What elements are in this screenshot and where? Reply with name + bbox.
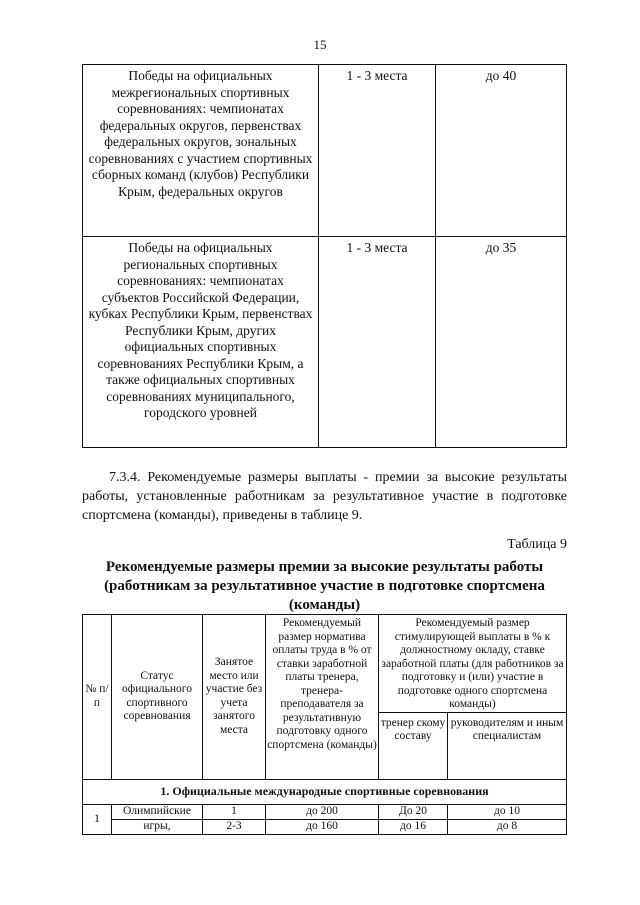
coach-cell: До 20	[379, 804, 448, 819]
header-stimulating: Рекомендуемый размер стимулирующей выплаты в % к должностному окладу, ставке заработной платы (для работников за подготовку и (или) участие в подготовке одного спортсмена команды)	[379, 615, 567, 713]
table-label: Таблица 9	[507, 537, 567, 552]
header-num: № п/п	[83, 615, 112, 780]
norm-cell: до 160	[266, 819, 379, 834]
competition-description: Победы на официальных региональных спортивных соревнованиях: чемпионатах субъектов Российской Федерации, кубках Республики Крым, первенствах Республики Крым, других официальных спортивных соревнованиях Республики Крым, а также официальных спортивных соревнованиях муниципального, городского уровней	[83, 237, 319, 448]
place-cell: 1 - 3 места	[319, 237, 436, 448]
awards-continuation-table	[82, 64, 567, 448]
header-management: руководителям и иным специалистам	[448, 712, 567, 779]
header-coach: тренер скому составу	[379, 712, 448, 779]
title-line-3: (команды)	[288, 597, 361, 613]
section-title: 1. Официальные международные спортивные соревнования	[83, 779, 567, 804]
header-norm: Рекомендуемый размер норматива оплаты труда в % от ставки заработной платы тренера, тренера-преподавателя за результативную подготовку одного спортсмена (команды)	[266, 615, 379, 780]
title-line-2: (работникам за результативное участие в подготовке спортсмена	[104, 578, 545, 594]
premium-table	[82, 614, 567, 835]
table-title	[82, 558, 567, 615]
paragraph-text: 7.3.4. Рекомендуемые размеры выплаты - премии за высокие результаты работы, установленные работникам за результативное участие в подготовке спортсмена (команды), приведены в таблице 9.	[82, 470, 567, 523]
header-row	[83, 615, 567, 713]
table-row	[83, 819, 567, 834]
place-cell: 1 - 3 места	[319, 65, 436, 237]
status-cell: игры,	[112, 819, 203, 834]
table-row	[83, 65, 567, 237]
status-cell: Олимпийские	[112, 804, 203, 819]
competition-description: Победы на официальных межрегиональных спортивных соревнованиях: чемпионатах федеральных округов, первенствах федеральных округов, зональных соревнованиях с участием спортивных сборных команд (клубов) Республики Крым, федеральных округов	[83, 65, 319, 237]
management-cell: до 10	[448, 804, 567, 819]
place-cell: 2-3	[203, 819, 266, 834]
paragraph-7-3-4	[82, 468, 567, 525]
value-cell: до 35	[436, 237, 567, 448]
table-row	[83, 804, 567, 819]
value-cell: до 40	[436, 65, 567, 237]
row-number: 1	[83, 804, 112, 834]
header-status: Статус официального спортивного соревнования	[112, 615, 203, 780]
place-cell: 1	[203, 804, 266, 819]
table-row	[83, 237, 567, 448]
section-row	[83, 779, 567, 804]
coach-cell: до 16	[379, 819, 448, 834]
page-number: 15	[313, 37, 327, 52]
title-line-1: Рекомендуемые размеры премии за высокие результаты работы	[105, 559, 544, 575]
norm-cell: до 200	[266, 804, 379, 819]
management-cell: до 8	[448, 819, 567, 834]
header-place: Занятое место или участие без учета занятого места	[203, 615, 266, 780]
